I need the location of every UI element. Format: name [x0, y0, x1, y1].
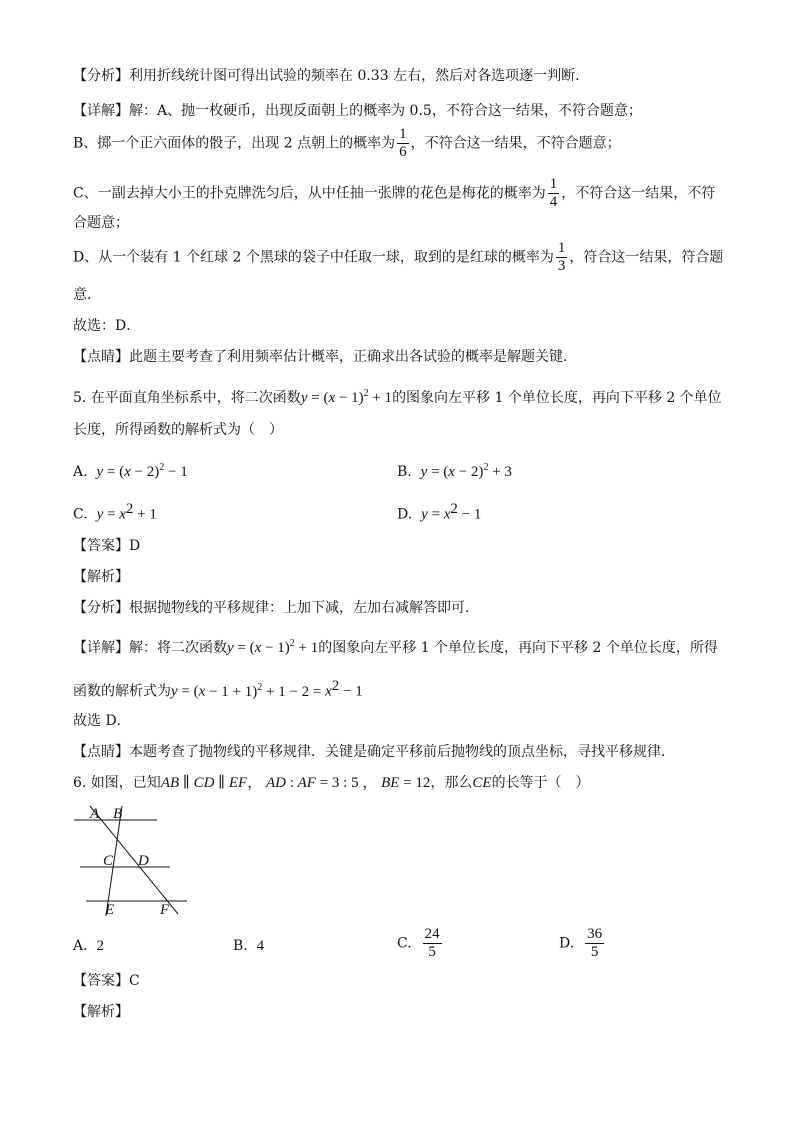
formula: y: [300, 390, 308, 406]
q4-detail-a: 【详解】解：A、抛一枚硬币，出现反面朝上的概率为 0.5，不符合这一结果，不符合题意；: [73, 103, 642, 119]
q4-detail-c-cont: 合题意；: [73, 215, 129, 231]
q5-detail-cont: 函数的解析式为$y = (x - 1 + 1)^2 + 1 - 2 = x^2 - 1$: [73, 678, 363, 700]
parallel-lines-figure: [72, 804, 192, 919]
q5-option-d[interactable]: D. $y = x^2 - 1$: [397, 501, 482, 523]
q5-stem: 5. 在平面直角坐标系中，将二次函数$y = (x - 1)^2 + 1$的图象向左平移 1 个单位长度，再向下平移 2 个单位: [73, 388, 722, 406]
q5-jiexi: 【解析】: [73, 569, 129, 585]
q5-option-c[interactable]: C. $y = x^2 + 1$: [73, 501, 157, 523]
q5-analysis: 【分析】根据抛物线的平移规律：上加下减，左加右减解答即可．: [73, 600, 479, 616]
q4-comment: 【点睛】此题主要考查了利用频率估计概率，正确求出各试验的概率是解题关键．: [73, 349, 577, 365]
q5-choose: 故选 D．: [73, 713, 131, 729]
q6-option-a[interactable]: A. 2: [73, 938, 104, 954]
q4-analysis: 【分析】利用折线统计图可得出试验的频率在 0.33 左右，然后对各选项逐一判断．: [73, 68, 590, 84]
q6-option-c[interactable]: C. $\frac{24}{5}$: [397, 926, 440, 960]
fraction: $\frac{1}{3}$: [557, 240, 566, 274]
q4-detail-c: C、一副去掉大小王的扑克牌洗匀后，从中任抽一张牌的花色是梅花的概率为 $\frac{1}{4}$ ，不符合这一结果，不符: [73, 176, 716, 210]
q4-detail-d-cont: 意．: [73, 287, 101, 303]
q4-choose: 故选：D．: [73, 318, 141, 334]
q6-option-b[interactable]: B. 4: [233, 938, 265, 954]
q6-stem: 6. 如图，已知AB ∥ CD ∥ EF， AD : AF = 3 : 5 ， BE = 12，那么CE的长等于（ ）: [73, 775, 590, 791]
fraction: $\frac{1}{4}$: [549, 176, 558, 210]
label-b: B: [113, 806, 123, 822]
q5-detail: 【详解】解：将二次函数$y = (x - 1)^2 + 1$的图象向左平移 1 个单位长度，再向下平移 2 个单位长度，所得: [73, 638, 718, 656]
fraction: $\frac{1}{6}$: [399, 126, 407, 160]
q5-comment: 【点睛】本题考查了抛物线的平移规律．关键是确定平移前后抛物线的顶点坐标，寻找平移规律．: [73, 744, 675, 760]
label-e: E: [105, 902, 115, 918]
label-d: D: [138, 853, 149, 869]
q5-option-a[interactable]: A. $y = (x - 2)^2 - 1$: [73, 462, 188, 480]
q6-answer: 【答案】C: [73, 973, 140, 989]
label-a: A: [90, 806, 100, 822]
q4-detail-b: B、掷一个正六面体的骰子，出现 2 点朝上的概率为 $\frac{1}{6}$ ，不符合这一结果，不符合题意；: [73, 126, 621, 160]
q5-answer: 【答案】D: [73, 538, 141, 554]
label-f: F: [160, 902, 170, 918]
q5-option-b[interactable]: B. $y = (x - 2)^2 + 3$: [397, 462, 512, 480]
q5-stem-cont: 长度，所得函数的解析式为（ ）: [73, 422, 283, 438]
q4-detail-d: D、从一个装有 1 个红球 2 个黑球的袋子中任取一球，取到的是红球的概率为 $\frac{1}{3}$ ，符合这一结果，符合题: [73, 240, 724, 274]
q6-jiexi: 【解析】: [73, 1004, 129, 1020]
label-c: C: [103, 853, 114, 869]
q6-option-d[interactable]: D. $\frac{36}{5}$: [559, 926, 603, 960]
